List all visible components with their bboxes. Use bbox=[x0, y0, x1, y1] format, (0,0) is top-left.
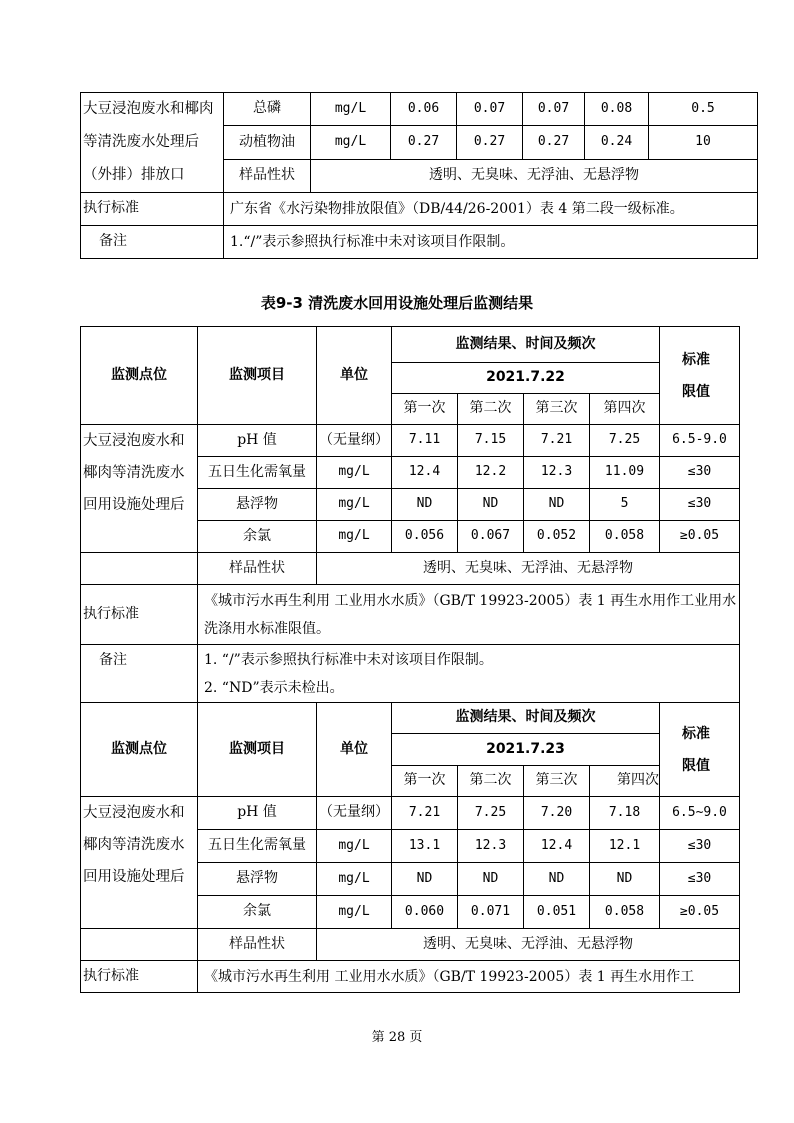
value: 12.4 bbox=[524, 830, 590, 863]
value: 5 bbox=[590, 489, 660, 521]
value: 13.1 bbox=[392, 830, 458, 863]
value: 12.4 bbox=[392, 457, 458, 489]
value: ND bbox=[590, 863, 660, 896]
value: 12.2 bbox=[458, 457, 524, 489]
top-value: 0.07 bbox=[457, 93, 523, 126]
remark-cell bbox=[198, 645, 740, 703]
remark-line-1: 1. “/”表示参照执行标准中未对该项目作限制。 bbox=[204, 651, 493, 668]
unit: mg/L bbox=[317, 896, 392, 929]
header-limit bbox=[660, 327, 740, 425]
top-remark-label: 备注 bbox=[81, 226, 224, 259]
limit: ≥0.05 bbox=[660, 896, 740, 929]
table-caption: 表9-3 清洗废水回用设施处理后监测结果 bbox=[260, 294, 534, 312]
top-results-table bbox=[80, 92, 758, 259]
time-label: 第三次 bbox=[524, 394, 590, 425]
value: 12.3 bbox=[524, 457, 590, 489]
value: 12.1 bbox=[590, 830, 660, 863]
value: ND bbox=[524, 863, 590, 896]
top-value: 0.27 bbox=[391, 126, 457, 159]
limit: 6.5-9.0 bbox=[660, 425, 740, 457]
item: pH 值 bbox=[198, 797, 317, 830]
header-result: 监测结果、时间及频次 bbox=[392, 327, 660, 363]
top-value: 0.27 bbox=[457, 126, 523, 159]
time-label: 第二次 bbox=[458, 394, 524, 425]
date-1: 2021.7.22 bbox=[392, 363, 660, 394]
main-results-table bbox=[80, 326, 740, 993]
item: 余氯 bbox=[198, 521, 317, 553]
standard-text: 《城市污水再生利用 工业用水水质》（GB/T 19923-2005）表 1 再生水用作工 bbox=[198, 961, 740, 993]
top-unit: mg/L bbox=[311, 126, 391, 159]
unit: mg/L bbox=[317, 489, 392, 521]
top-item: 总磷 bbox=[224, 93, 311, 126]
value: 0.058 bbox=[590, 521, 660, 553]
blank-cell bbox=[81, 929, 198, 961]
date-2: 2021.7.23 bbox=[392, 734, 660, 766]
top-value: 0.27 bbox=[523, 126, 585, 159]
value: 7.21 bbox=[524, 425, 590, 457]
unit: （无量纲） bbox=[317, 797, 392, 830]
top-value: 0.08 bbox=[585, 93, 649, 126]
unit: mg/L bbox=[317, 863, 392, 896]
value: 0.051 bbox=[524, 896, 590, 929]
value: ND bbox=[392, 863, 458, 896]
value: 7.15 bbox=[458, 425, 524, 457]
header-item: 监测项目 bbox=[198, 703, 317, 797]
time-label: 第四次 bbox=[590, 766, 660, 797]
time-label: 第一次 bbox=[392, 394, 458, 425]
item: 余氯 bbox=[198, 896, 317, 929]
unit: mg/L bbox=[317, 521, 392, 553]
top-unit: mg/L bbox=[311, 93, 391, 126]
top-site-cell: 大豆浸泡废水和椰肉等清洗废水处理后（外排）排放口 bbox=[81, 93, 224, 193]
top-limit: 0.5 bbox=[649, 93, 758, 126]
value: 0.052 bbox=[524, 521, 590, 553]
header-result: 监测结果、时间及频次 bbox=[392, 703, 660, 734]
top-remark-text: 1.“/”表示参照执行标准中未对该项目作限制。 bbox=[224, 226, 758, 259]
page-number: 第 28 页 bbox=[371, 1030, 423, 1045]
item: 悬浮物 bbox=[198, 489, 317, 521]
top-standard-text: 广东省《水污染物排放限值》（DB/44/26-2001）表 4 第二段一级标准。 bbox=[224, 193, 758, 226]
header-limit-b: 限值 bbox=[682, 757, 710, 774]
header-limit-b: 限值 bbox=[682, 383, 710, 400]
time-label: 第四次 bbox=[590, 394, 660, 425]
sample-label: 样品性状 bbox=[198, 553, 317, 585]
time-label: 第二次 bbox=[458, 766, 524, 797]
site-cell-1: 大豆浸泡废水和椰肉等清洗废水回用设施处理后 bbox=[81, 425, 198, 553]
top-item: 动植物油 bbox=[224, 126, 311, 159]
value: 0.060 bbox=[392, 896, 458, 929]
top-sample-desc: 透明、无臭味、无浮油、无悬浮物 bbox=[311, 159, 758, 192]
limit: ≤30 bbox=[660, 830, 740, 863]
header-limit bbox=[660, 703, 740, 797]
top-sample-label: 样品性状 bbox=[224, 159, 311, 192]
sample-label: 样品性状 bbox=[198, 929, 317, 961]
value: 7.11 bbox=[392, 425, 458, 457]
value: ND bbox=[392, 489, 458, 521]
value: ND bbox=[458, 863, 524, 896]
limit: 6.5~9.0 bbox=[660, 797, 740, 830]
header-unit: 单位 bbox=[317, 327, 392, 425]
standard-text: 《城市污水再生利用 工业用水水质》（GB/T 19923-2005）表 1 再生水用作工业用水洗涤用水标准限值。 bbox=[198, 585, 740, 645]
top-value: 0.07 bbox=[523, 93, 585, 126]
value: ND bbox=[458, 489, 524, 521]
value: 11.09 bbox=[590, 457, 660, 489]
value: 7.18 bbox=[590, 797, 660, 830]
header-item: 监测项目 bbox=[198, 327, 317, 425]
value: 7.21 bbox=[392, 797, 458, 830]
blank-cell bbox=[81, 553, 198, 585]
header-limit-a: 标准 bbox=[682, 725, 710, 742]
value: 0.058 bbox=[590, 896, 660, 929]
header-limit-a: 标准 bbox=[682, 351, 710, 368]
remark-line-2: 2. “ND”表示未检出。 bbox=[204, 679, 344, 696]
time-label: 第三次 bbox=[524, 766, 590, 797]
value: 7.20 bbox=[524, 797, 590, 830]
site-cell-2: 大豆浸泡废水和椰肉等清洗废水回用设施处理后 bbox=[81, 797, 198, 929]
unit: （无量纲） bbox=[317, 425, 392, 457]
limit: ≤30 bbox=[660, 863, 740, 896]
limit: ≤30 bbox=[660, 457, 740, 489]
value: ND bbox=[524, 489, 590, 521]
value: 0.056 bbox=[392, 521, 458, 553]
value: 0.067 bbox=[458, 521, 524, 553]
item: 悬浮物 bbox=[198, 863, 317, 896]
item: 五日生化需氧量 bbox=[198, 830, 317, 863]
top-standard-label: 执行标准 bbox=[81, 193, 224, 226]
item: 五日生化需氧量 bbox=[198, 457, 317, 489]
header-site: 监测点位 bbox=[81, 327, 198, 425]
sample-desc: 透明、无臭味、无浮油、无悬浮物 bbox=[317, 929, 740, 961]
top-limit: 10 bbox=[649, 126, 758, 159]
value: 7.25 bbox=[458, 797, 524, 830]
limit: ≥0.05 bbox=[660, 521, 740, 553]
unit: mg/L bbox=[317, 457, 392, 489]
standard-label: 执行标准 bbox=[81, 961, 198, 993]
header-unit: 单位 bbox=[317, 703, 392, 797]
remark-label: 备注 bbox=[81, 645, 198, 703]
top-value: 0.24 bbox=[585, 126, 649, 159]
value: 7.25 bbox=[590, 425, 660, 457]
header-site: 监测点位 bbox=[81, 703, 198, 797]
unit: mg/L bbox=[317, 830, 392, 863]
limit: ≤30 bbox=[660, 489, 740, 521]
value: 12.3 bbox=[458, 830, 524, 863]
item: pH 值 bbox=[198, 425, 317, 457]
value: 0.071 bbox=[458, 896, 524, 929]
standard-label: 执行标准 bbox=[81, 585, 198, 645]
sample-desc: 透明、无臭味、无浮油、无悬浮物 bbox=[317, 553, 740, 585]
time-label: 第一次 bbox=[392, 766, 458, 797]
top-value: 0.06 bbox=[391, 93, 457, 126]
